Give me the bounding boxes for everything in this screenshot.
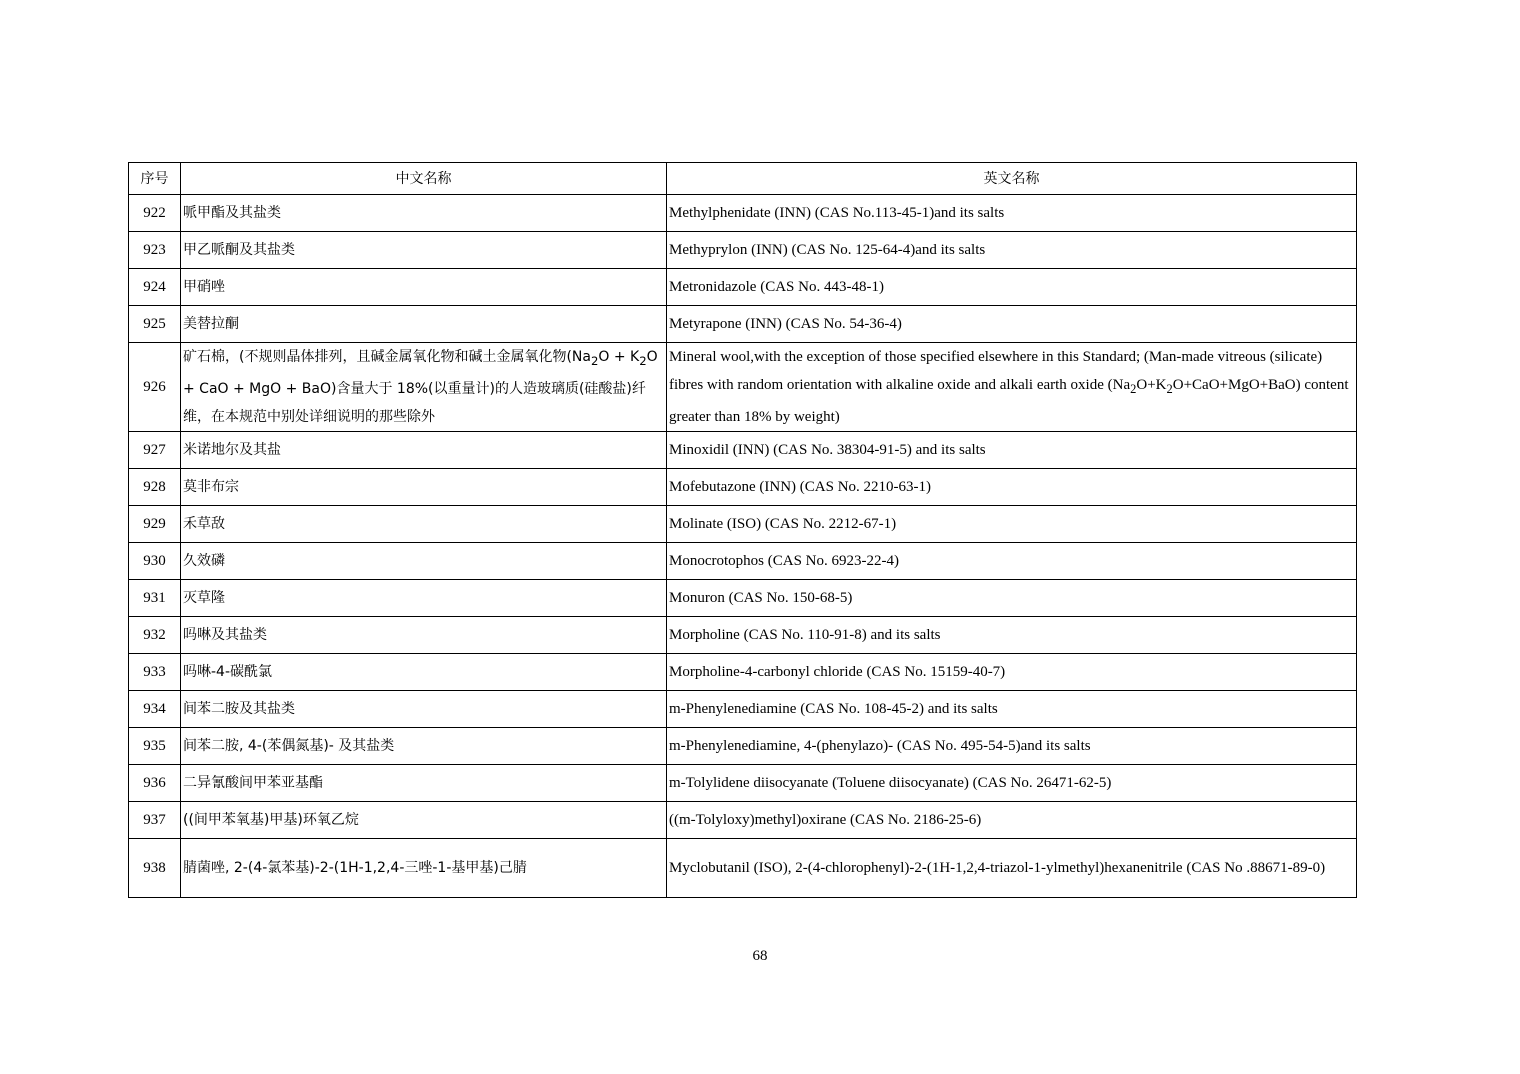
table-row xyxy=(129,469,1357,506)
row-number: 938 xyxy=(129,839,181,898)
table-row xyxy=(129,654,1357,691)
table-row xyxy=(129,617,1357,654)
english-name-cell: Monocrotophos (CAS No. 6923-22-4) xyxy=(667,543,1357,580)
english-name-cell: Methylphenidate (INN) (CAS No.113-45-1)and its salts xyxy=(667,195,1357,232)
subscript: 2 xyxy=(639,353,647,368)
english-name-cell xyxy=(667,343,1357,432)
english-name-part: O+K xyxy=(1136,377,1167,393)
english-name-cell: Morpholine-4-carbonyl chloride (CAS No. 15159-40-7) xyxy=(667,654,1357,691)
table-row xyxy=(129,580,1357,617)
subscript: 2 xyxy=(1130,382,1137,396)
row-number: 930 xyxy=(129,543,181,580)
subscript: 2 xyxy=(1166,382,1173,396)
english-name-cell: m-Phenylenediamine (CAS No. 108-45-2) and its salts xyxy=(667,691,1357,728)
chinese-name-cell: 甲硝唑 xyxy=(181,269,667,306)
chinese-name-cell: 二异氰酸间甲苯亚基酯 xyxy=(181,765,667,802)
row-number: 929 xyxy=(129,506,181,543)
chinese-name-cell: ((间甲苯氧基)甲基)环氧乙烷 xyxy=(181,802,667,839)
english-name-cell: Morpholine (CAS No. 110-91-8) and its salts xyxy=(667,617,1357,654)
chinese-name-cell: 灭草隆 xyxy=(181,580,667,617)
chinese-name-cell: 美替拉酮 xyxy=(181,306,667,343)
chinese-name-cell: 米诺地尔及其盐 xyxy=(181,432,667,469)
row-number: 932 xyxy=(129,617,181,654)
chinese-name-cell: 甲乙哌酮及其盐类 xyxy=(181,232,667,269)
row-number: 936 xyxy=(129,765,181,802)
chinese-name-cell: 间苯二胺及其盐类 xyxy=(181,691,667,728)
english-name-cell: Mofebutazone (INN) (CAS No. 2210-63-1) xyxy=(667,469,1357,506)
row-number: 922 xyxy=(129,195,181,232)
english-name-cell: Metyrapone (INN) (CAS No. 54-36-4) xyxy=(667,306,1357,343)
substance-table xyxy=(128,162,1357,898)
row-number: 935 xyxy=(129,728,181,765)
chinese-name-cell: 腈菌唑, 2-(4-氯苯基)-2-(1H-1,2,4-三唑-1-基甲基)己腈 xyxy=(181,839,667,898)
table-row xyxy=(129,269,1357,306)
chinese-name-cell: 吗啉及其盐类 xyxy=(181,617,667,654)
chinese-name-cell: 莫非布宗 xyxy=(181,469,667,506)
chinese-name-cell xyxy=(181,343,667,432)
chinese-name-cell: 禾草敌 xyxy=(181,506,667,543)
table-row xyxy=(129,432,1357,469)
table-row xyxy=(129,343,1357,432)
english-name-cell: Myclobutanil (ISO), 2-(4-chlorophenyl)-2-(1H-1,2,4-triazol-1-ylmethyl)hexanenitrile (CAS No .88671-89-0) xyxy=(667,839,1357,898)
chinese-name-cell: 久效磷 xyxy=(181,543,667,580)
subscript: 2 xyxy=(590,353,599,368)
header-chinese-name: 中文名称 xyxy=(181,163,667,195)
chinese-name-part: 矿石棉，(不规则晶体排列，且碱金属氧化物和碱土金属氧化物(Na xyxy=(183,349,591,366)
row-number: 934 xyxy=(129,691,181,728)
chinese-name-cell: 吗啉-4-碳酰氯 xyxy=(181,654,667,691)
row-number: 925 xyxy=(129,306,181,343)
chinese-name-cell: 哌甲酯及其盐类 xyxy=(181,195,667,232)
english-name-cell: Molinate (ISO) (CAS No. 2212-67-1) xyxy=(667,506,1357,543)
table-row xyxy=(129,802,1357,839)
chinese-name-part: O + K xyxy=(598,349,640,366)
row-number: 933 xyxy=(129,654,181,691)
english-name-part: O+CaO+MgO+BaO) content greater than 18% by weight) xyxy=(669,377,1349,425)
row-number: 923 xyxy=(129,232,181,269)
row-number: 931 xyxy=(129,580,181,617)
table-row xyxy=(129,765,1357,802)
english-name-cell: Monuron (CAS No. 150-68-5) xyxy=(667,580,1357,617)
english-name-cell: Metronidazole (CAS No. 443-48-1) xyxy=(667,269,1357,306)
header-english-name: 英文名称 xyxy=(667,163,1357,195)
row-number: 924 xyxy=(129,269,181,306)
page-number: 68 xyxy=(752,948,768,964)
row-number: 926 xyxy=(129,343,181,432)
row-number: 937 xyxy=(129,802,181,839)
header-index: 序号 xyxy=(129,163,181,195)
table-row xyxy=(129,543,1357,580)
english-name-part: Mineral wool,with the exception of those specified elsewhere in this Standard; (Man-made vitreous (silicate) fibres with random orientation with alkaline oxide and alkali earth oxide (Na xyxy=(669,349,1323,393)
table-row xyxy=(129,195,1357,232)
table-header-row xyxy=(129,163,1357,195)
row-number: 927 xyxy=(129,432,181,469)
english-name-cell: m-Tolylidene diisocyanate (Toluene diisocyanate) (CAS No. 26471-62-5) xyxy=(667,765,1357,802)
chinese-name-cell: 间苯二胺, 4-(苯偶氮基)- 及其盐类 xyxy=(181,728,667,765)
english-name-cell: ((m-Tolyloxy)methyl)oxirane (CAS No. 2186-25-6) xyxy=(667,802,1357,839)
english-name-cell: Methyprylon (INN) (CAS No. 125-64-4)and its salts xyxy=(667,232,1357,269)
table-row xyxy=(129,506,1357,543)
english-name-cell: m-Phenylenediamine, 4-(phenylazo)- (CAS No. 495-54-5)and its salts xyxy=(667,728,1357,765)
chinese-name-part: O + CaO + MgO + BaO)含量大于 18%(以重量计)的人造玻璃质(硅酸盐)纤维，在本规范中别处详细说明的那些除外 xyxy=(183,349,658,425)
table-row xyxy=(129,839,1357,898)
row-number: 928 xyxy=(129,469,181,506)
table-row xyxy=(129,728,1357,765)
table-row xyxy=(129,232,1357,269)
table-row xyxy=(129,691,1357,728)
english-name-cell: Minoxidil (INN) (CAS No. 38304-91-5) and its salts xyxy=(667,432,1357,469)
table-row xyxy=(129,306,1357,343)
